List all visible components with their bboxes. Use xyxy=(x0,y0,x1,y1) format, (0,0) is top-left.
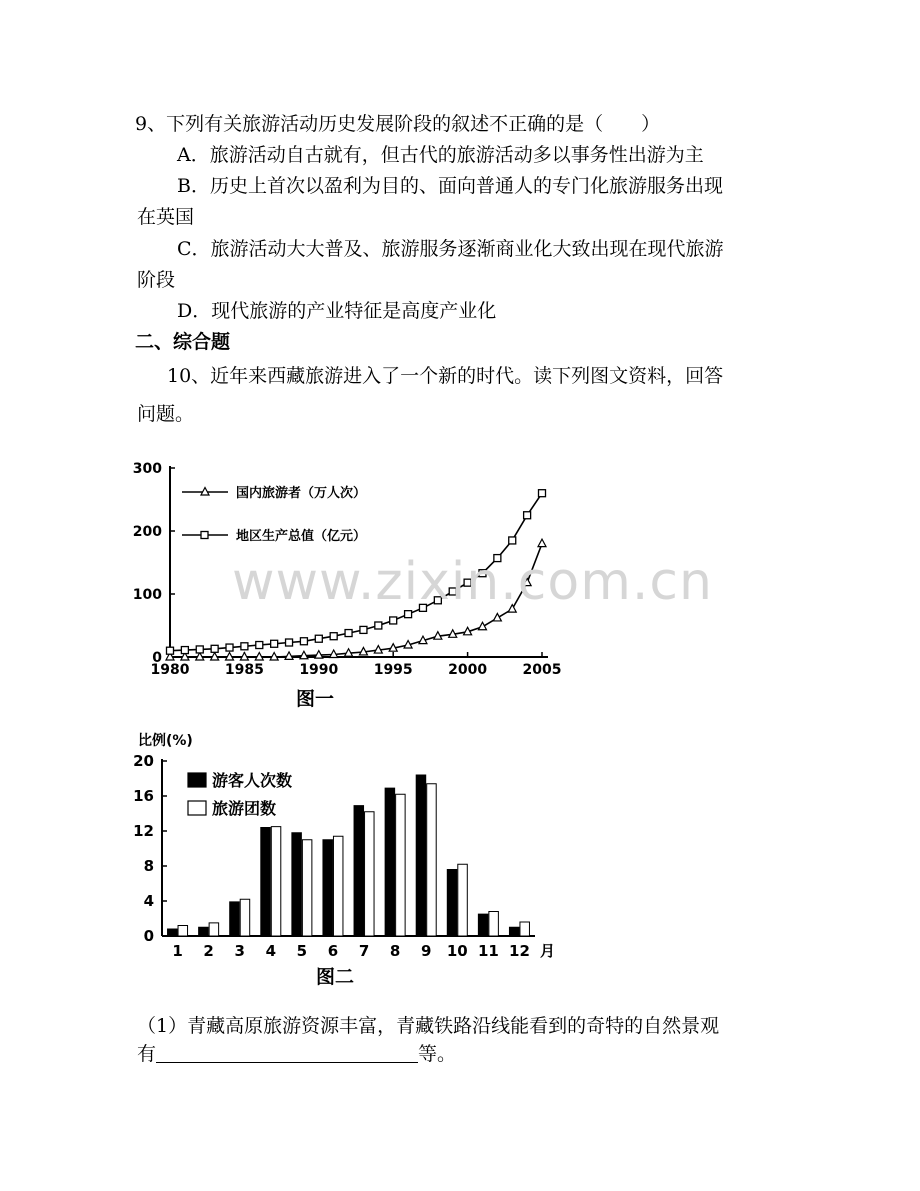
y-tick-label: 100 xyxy=(132,587,162,603)
legend-swatch xyxy=(188,801,206,815)
q10-intro-line1: 10、近年来西藏旅游进入了一个新的时代。读下列图文资料，回答 xyxy=(167,365,724,387)
x-tick-label: 5 xyxy=(296,942,308,960)
square-point xyxy=(509,537,516,544)
square-point xyxy=(330,633,337,640)
legend-label: 游客人次数 xyxy=(212,771,293,790)
figure-2-caption: 图二 xyxy=(315,966,355,988)
x-tick-label: 4 xyxy=(265,942,277,960)
legend-swatch xyxy=(188,773,206,787)
y-tick-label: 20 xyxy=(133,752,154,770)
x-tick-label: 1 xyxy=(172,942,183,960)
q9-option-c-line1: C．旅游活动大大普及、旅游服务逐渐商业化大致出现在现代旅游 xyxy=(177,238,724,260)
bar-visitors xyxy=(416,775,426,936)
square-point xyxy=(345,630,352,637)
square-point xyxy=(286,639,293,646)
x-tick-label: 7 xyxy=(358,942,370,960)
legend-label: 旅游团数 xyxy=(212,799,277,818)
square-point xyxy=(300,638,307,645)
square-point xyxy=(211,645,218,652)
y-tick-label: 16 xyxy=(133,787,154,805)
x-tick-label: 2 xyxy=(203,942,214,960)
square-point xyxy=(196,646,203,653)
legend-square-marker xyxy=(201,532,208,539)
bar-groups xyxy=(271,827,281,936)
square-point xyxy=(241,643,248,650)
bar-groups xyxy=(489,912,499,937)
bar-visitors xyxy=(199,927,209,936)
bar-visitors xyxy=(447,870,457,937)
legend-label: 地区生产总值（亿元） xyxy=(236,529,367,544)
q9-stem: 9、下列有关旅游活动历史发展阶段的叙述不正确的是（ ） xyxy=(135,113,661,135)
bar-groups xyxy=(458,864,468,936)
q9-option-a: A．旅游活动自古就有，但古代的旅游活动多以事务性出游为主 xyxy=(177,144,704,166)
bar-groups xyxy=(520,922,530,936)
bar-groups xyxy=(396,794,406,936)
bar-visitors xyxy=(261,828,271,937)
x-tick-label: 1990 xyxy=(299,662,339,678)
x-tick-label: 2000 xyxy=(448,662,488,678)
triangle-point xyxy=(493,613,501,621)
square-point xyxy=(375,622,382,629)
y-tick-label: 300 xyxy=(132,461,162,477)
y-tick-label: 0 xyxy=(143,927,154,945)
bar-visitors xyxy=(230,902,240,936)
triangle-point xyxy=(538,539,546,547)
x-tick-label: 11 xyxy=(477,942,499,960)
subq1-prefix: 有 xyxy=(137,1043,157,1065)
bar-visitors xyxy=(168,929,178,936)
legend-label: 国内旅游者（万人次） xyxy=(236,486,367,501)
subq1-line2 xyxy=(137,1042,456,1066)
q9-option-b-line2: 在英国 xyxy=(137,206,195,228)
y-tick-label: 0 xyxy=(152,650,162,666)
bar-groups xyxy=(427,784,437,936)
watermark-text: www.zixin.com.cn xyxy=(232,552,713,612)
square-point xyxy=(167,647,174,654)
bar-groups xyxy=(209,923,219,936)
square-point xyxy=(226,644,233,651)
x-tick-label: 1995 xyxy=(373,662,413,678)
bar-groups xyxy=(365,812,375,936)
subq1-line1: （1）青藏高原旅游资源丰富，青藏铁路沿线能看到的奇特的自然景观 xyxy=(137,1015,720,1037)
x-tick-label: 3 xyxy=(234,942,245,960)
square-point xyxy=(524,512,531,519)
q9-option-d: D．现代旅游的产业特征是高度产业化 xyxy=(177,300,497,322)
square-point xyxy=(315,635,322,642)
figure-2-bar-chart xyxy=(130,725,570,995)
section-heading: 二、综合题 xyxy=(135,331,231,353)
bar-visitors xyxy=(323,840,333,936)
bar-groups xyxy=(240,899,250,936)
square-point xyxy=(271,640,278,647)
bar-visitors xyxy=(354,806,364,936)
y-tick-label: 12 xyxy=(133,822,154,840)
x-tick-label: 1985 xyxy=(224,662,264,678)
q10-intro-line2: 问题。 xyxy=(137,403,195,425)
x-tick-label: 1980 xyxy=(150,662,190,678)
x-tick-label: 6 xyxy=(327,942,339,960)
square-point xyxy=(390,617,397,624)
q9-option-c-line2: 阶段 xyxy=(137,269,176,291)
bar-visitors xyxy=(509,927,519,936)
x-tick-label: 8 xyxy=(389,942,401,960)
square-point xyxy=(256,642,263,649)
square-point xyxy=(360,626,367,633)
y-axis-label: 比例(%) xyxy=(138,733,193,749)
y-tick-label: 200 xyxy=(132,524,162,540)
x-tick-label: 9 xyxy=(420,942,432,960)
y-tick-label: 8 xyxy=(143,857,154,875)
x-tick-label: 2005 xyxy=(522,662,562,678)
bar-visitors xyxy=(385,788,395,936)
bar-groups xyxy=(178,926,188,937)
subq1-suffix: 等。 xyxy=(418,1043,457,1065)
square-point xyxy=(181,647,188,654)
bar-groups xyxy=(302,840,312,936)
bar-visitors xyxy=(292,833,302,936)
square-point xyxy=(539,490,546,497)
x-tick-label: 12 xyxy=(509,942,530,960)
bar-groups xyxy=(333,836,343,936)
x-tick-label: 10 xyxy=(446,942,468,960)
answer-blank[interactable] xyxy=(156,1042,418,1063)
figure-1-caption: 图一 xyxy=(295,688,335,710)
y-tick-label: 4 xyxy=(143,892,154,910)
x-axis-label: 月 xyxy=(540,942,556,960)
bar-visitors xyxy=(478,914,488,936)
q9-option-b-line1: B．历史上首次以盈利为目的、面向普通人的专门化旅游服务出现 xyxy=(177,175,723,197)
